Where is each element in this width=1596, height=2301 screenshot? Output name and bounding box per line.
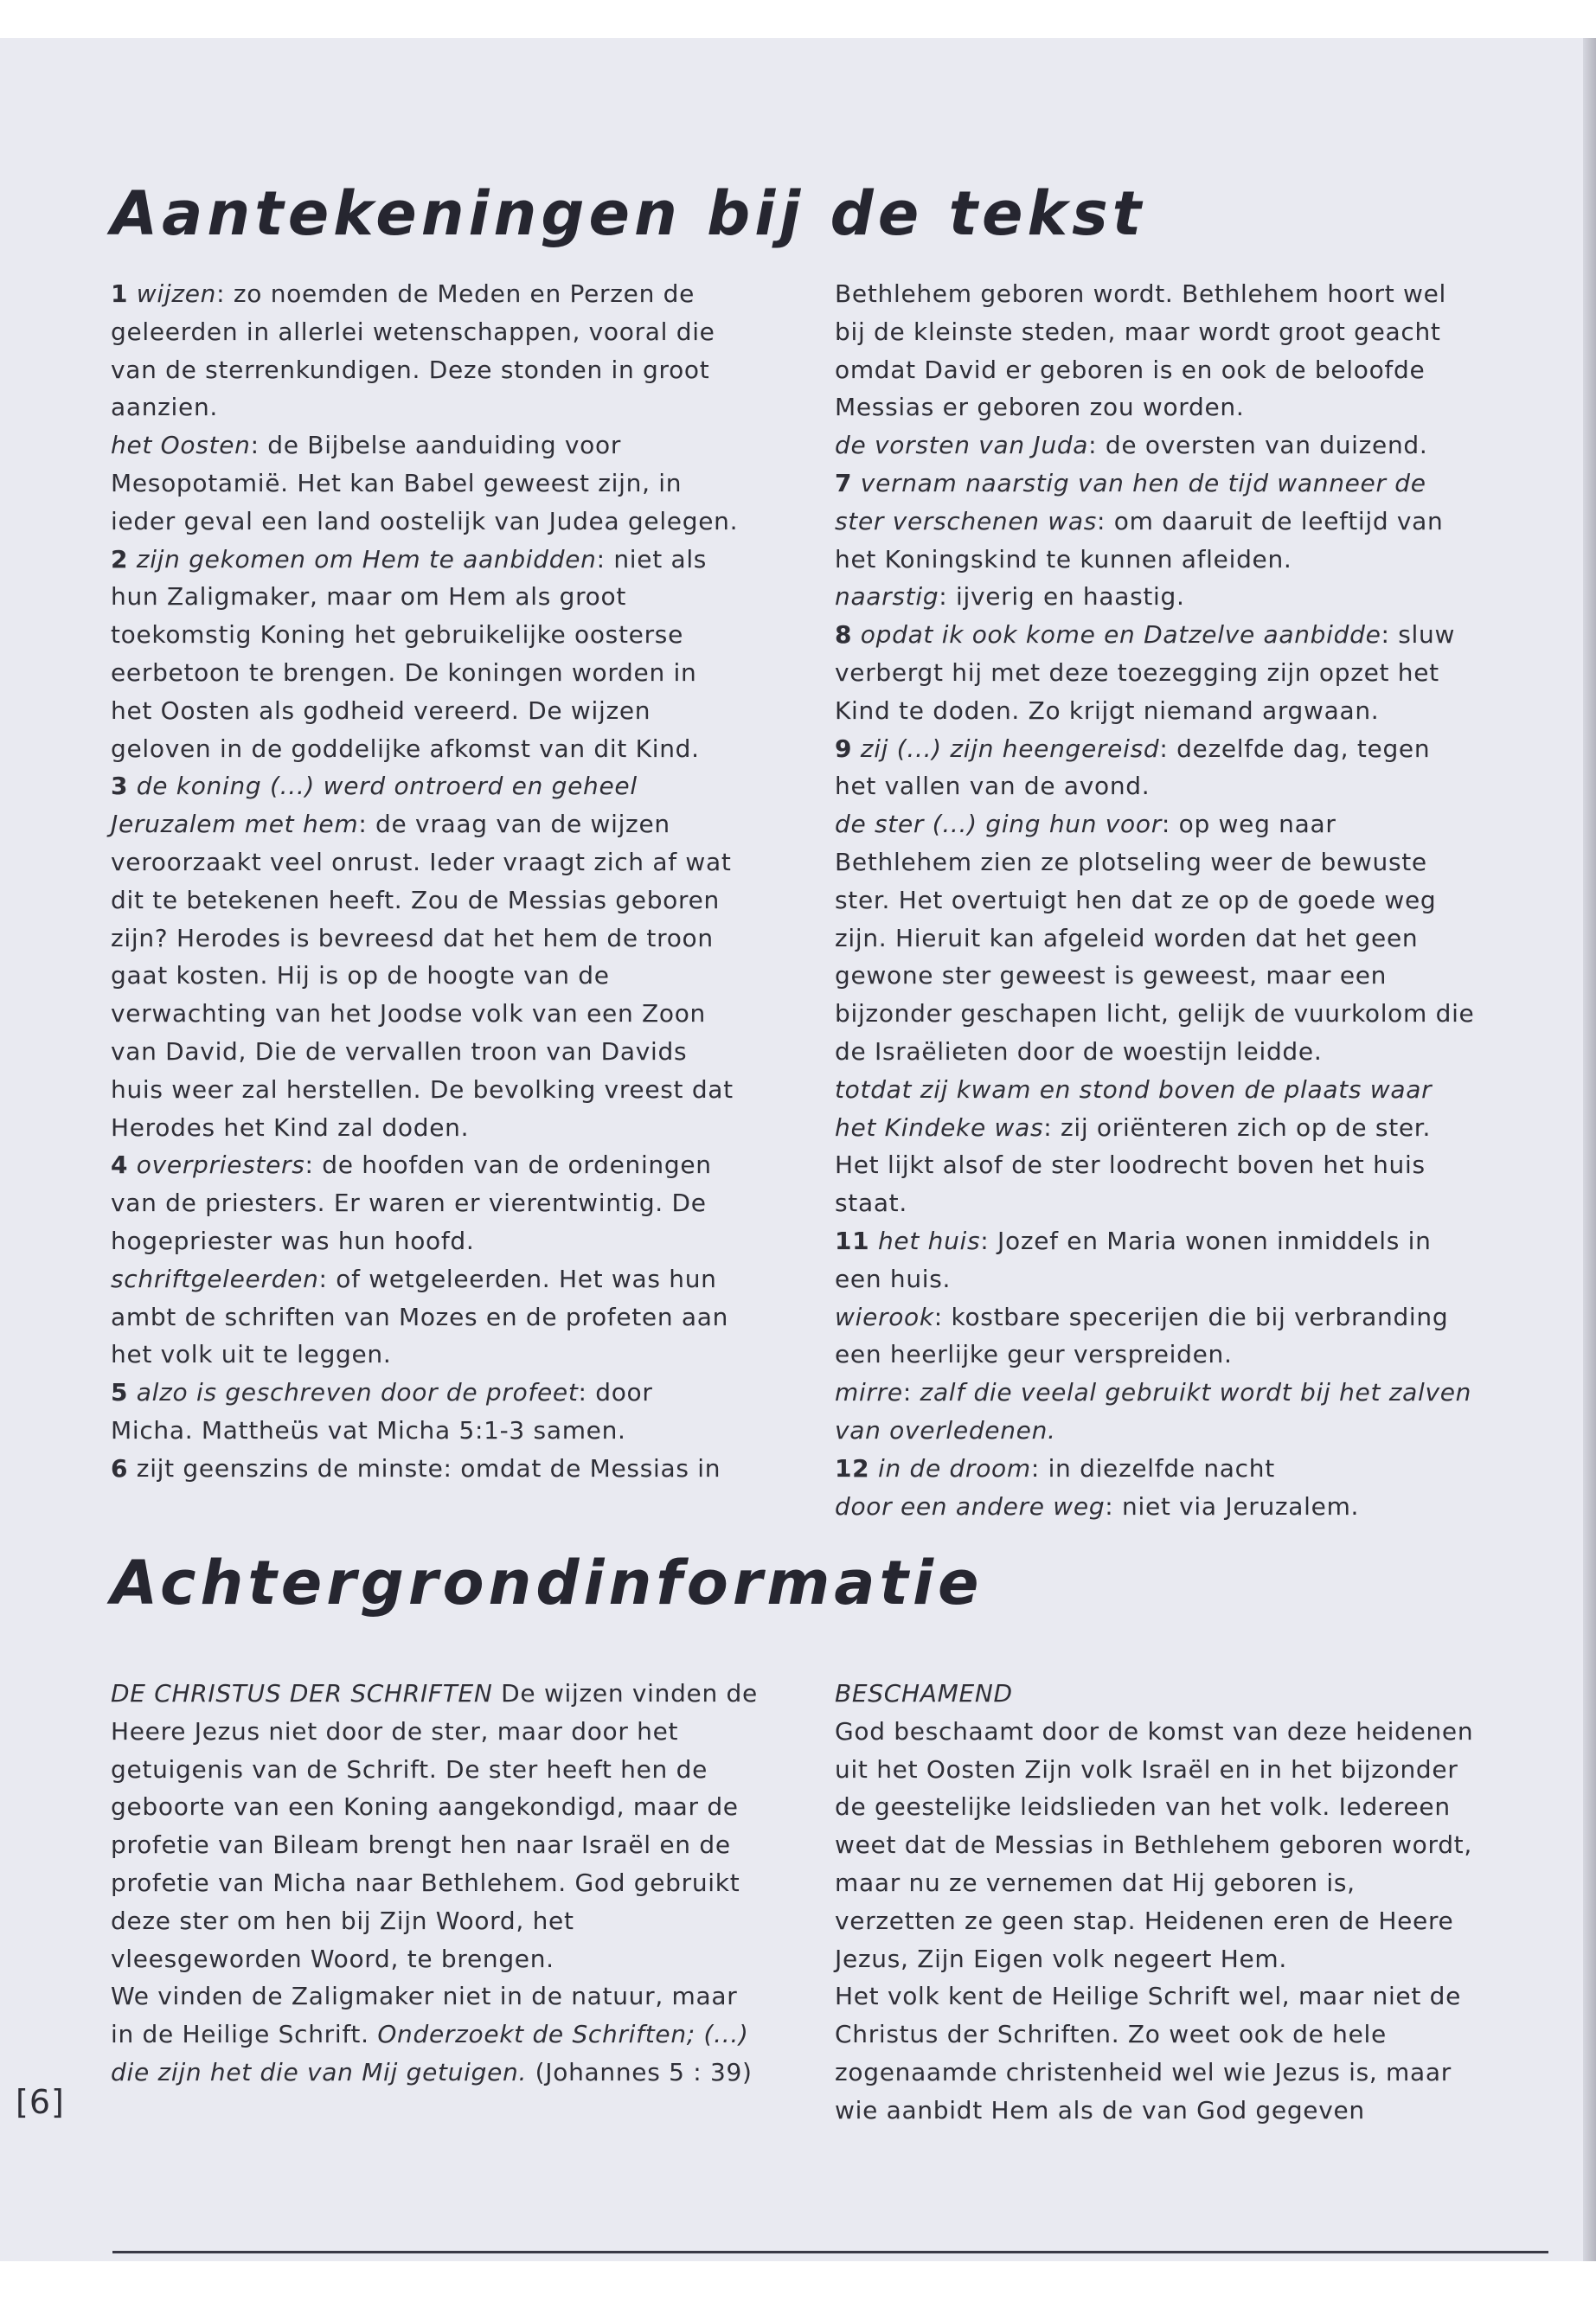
note-number: 8: [835, 620, 853, 650]
note-term: wierook: [835, 1302, 934, 1331]
note-entry: 11 het huis: Jozef en Maria wonen inmiddels in een huis.: [835, 1226, 1432, 1293]
note-text: door Micha. Mattheüs vat Micha 5:1-3 samen.: [111, 1378, 653, 1445]
note-entry: 7 vernam naarstig van hen de tijd wanneer de ster verschenen was: om daaruit de leeftijd van het Koningskind te kunnen afleiden.: [835, 468, 1444, 574]
page-number: [6]: [16, 2083, 65, 2121]
bottom-rule: [112, 2251, 1548, 2253]
note-entry: 8 opdat ik ook kome en Datzelve aanbidde: sluw verbergt hij met deze toezegging zijn opzet het Kind te doden. Zo krijgt niemand argwaan.: [835, 620, 1456, 725]
note-entry: 5 alzo is geschreven door de profeet: door Micha. Mattheüs vat Micha 5:1-3 samen.: [111, 1378, 653, 1445]
note-text: ijverig en haastig.: [956, 582, 1185, 612]
note-number: 9: [835, 734, 853, 763]
background-heading: Achtergrondinformatie: [111, 1548, 984, 1618]
note-text: zijt geenszins de minste: omdat de Messias in: [136, 1453, 721, 1483]
note-number: 12: [835, 1453, 870, 1483]
note-text: Bethlehem geboren wordt. Bethlehem hoort wel bij de kleinste steden, maar wordt groot geacht omdat David er geboren is en ook de beloofde Messias er geboren zou worden.: [835, 279, 1447, 422]
note-text: de Bijbelse aanduiding voor Mesopotamië. Het kan Babel geweest zijn, in ieder geval een land oostelijk van Judea gelegen.: [111, 431, 739, 535]
note-number: 2: [111, 544, 129, 574]
note-term: de vorsten van Juda: [835, 431, 1089, 460]
note-term: de ster (...) ging hun voor: [835, 810, 1162, 839]
scripture-reference: (Johannes 5 : 39): [535, 2057, 753, 2086]
scripture-quote: Onderzoekt de Schriften; (...) die zijn het die van Mij getuigen.: [111, 2020, 749, 2086]
notes-left-column: [111, 275, 742, 1488]
note-term: schriftgeleerden: [111, 1264, 319, 1293]
note-text: kostbare specerijen die bij verbranding een heerlijke geur verspreiden.: [835, 1302, 1449, 1369]
note-text: de vraag van de wijzen veroorzaakt veel onrust. Ieder vraagt zich af wat dit te betekenen heeft. Zou de Messias geboren zijn? Herodes is bevreesd dat het hem de troon gaat kosten. Hij is op de hoogte van de verwachting van het Joodse volk van een Zoon van David, Die de vervallen troon van Davids huis weer zal herstellen. De bevolking vreest dat Herodes het Kind zal doden.: [111, 810, 734, 1142]
note-text: in diezelfde nacht: [1048, 1453, 1275, 1483]
note-number: 5: [111, 1378, 129, 1407]
note-entry: 2 zijn gekomen om Hem te aanbidden: niet als hun Zaligmaker, maar om Hem als groot toekomstig Koning het gebruikelijke oosterse eerbetoon te brengen. De koningen worden in het Oosten als godheid vereerd. De wijzen geloven in de goddelijke afkomst van dit Kind.: [111, 544, 708, 763]
background-paragraph: God beschaamt door de komst van deze heidenen uit het Oosten Zijn volk Israël en in het bijzonder de geestelijke leidslieden van het volk. Iedereen weet dat de Messias in Bethlehem geboren wordt, maar nu ze vernemen dat Hij geboren is, verzetten ze geen stap. Heidenen eren de Heere Jezus, Zijn Eigen volk negeert Hem.: [835, 1716, 1474, 1973]
note-entry: het Oosten: de Bijbelse aanduiding voor Mesopotamië. Het kan Babel geweest zijn, in ieder geval een land oostelijk van Judea gelegen.: [111, 431, 739, 535]
background-paragraph: [111, 1977, 760, 2091]
background-paragraph: Het volk kent de Heilige Schrift wel, maar niet de Christus der Schriften. Zo weet ook de hele zogenaamde christenheid wel wie Jezus is, maar wie aanbidt Hem als de van God gegeven: [835, 1982, 1462, 2125]
note-term: naarstig: [835, 582, 939, 612]
note-text: niet via Jeruzalem.: [1122, 1491, 1360, 1521]
note-entry: de ster (...) ging hun voor: op weg naar Bethlehem zien ze plotseling weer de bewuste ster. Het overtuigt hen dat ze op de goede weg zijn. Hieruit kan afgeleid worden dat het geen gewone ster geweest is geweest, maar een bijzonder geschapen licht, gelijk de vuurkolom die de Israëlieten door de woestijn leidde.: [835, 810, 1475, 1066]
note-term: wijzen: [136, 279, 217, 308]
subsection-heading: BESCHAMEND: [835, 1679, 1013, 1708]
note-entry: schriftgeleerden: of wetgeleerden. Het was hun ambt de schriften van Mozes en de profeten aan het volk uit te leggen.: [111, 1264, 729, 1369]
notes-heading: Aantekeningen bij de tekst: [111, 178, 1146, 249]
note-entry: door een andere weg: niet via Jeruzalem.: [835, 1491, 1360, 1521]
note-entry: 3 de koning (...) werd ontroerd en geheel Jeruzalem met hem: de vraag van de wijzen veroorzaakt veel onrust. Ieder vraagt zich af wat dit te betekenen heeft. Zou de Messias geboren zijn? Herodes is bevreesd dat het hem de troon gaat kosten. Hij is op de hoogte van de verwachting van het Joodse volk van een Zoon van David, Die de vervallen troon van Davids huis weer zal herstellen. De bevolking vreest dat Herodes het Kind zal doden.: [111, 772, 734, 1142]
note-text: Jozef en Maria wonen inmiddels in een huis.: [835, 1226, 1432, 1293]
note-entry: 1 wijzen: zo noemden de Meden en Perzen de geleerden in allerlei wetenschappen, vooral die van de sterrenkundigen. Deze stonden in groot aanzien.: [111, 279, 715, 422]
note-term: de koning (...) werd ontroerd en geheel Jeruzalem met hem: [111, 772, 638, 839]
note-term: vernam naarstig van hen de tijd wanneer de ster verschenen was: [835, 468, 1426, 535]
note-text: de oversten van duizend.: [1105, 431, 1428, 460]
note-number: 3: [111, 772, 129, 801]
note-text: zalf die veelal gebruikt wordt bij het zalven van overledenen.: [835, 1378, 1472, 1445]
note-term: opdat ik ook kome en Datzelve aanbidde: [860, 620, 1381, 650]
note-text: dezelfde dag, tegen het vallen van de avond.: [835, 734, 1431, 801]
page-edge-shadow: [1583, 38, 1596, 2261]
note-entry: totdat zij kwam en stond boven de plaats waar het Kindeke was: zij oriënteren zich op de ster. Het lijkt alsof de ster loodrecht boven het huis staat.: [835, 1074, 1433, 1218]
note-text: zo noemden de Meden en Perzen de geleerden in allerlei wetenschappen, vooral die van de sterrenkundigen. Deze stonden in groot aanzien.: [111, 279, 715, 422]
note-number: 1: [111, 279, 129, 308]
note-text: op weg naar Bethlehem zien ze plotseling weer de bewuste ster. Het overtuigt hen dat ze op de goede weg zijn. Hieruit kan afgeleid worden dat het geen gewone ster geweest is geweest, maar een bijzonder geschapen licht, gelijk de vuurkolom die de Israëlieten door de woestijn leidde.: [835, 810, 1475, 1066]
note-entry: naarstig: ijverig en haastig.: [835, 582, 1185, 612]
note-text: of wetgeleerden. Het was hun ambt de schriften van Mozes en de profeten aan het volk uit te leggen.: [111, 1264, 729, 1369]
background-left-column: [111, 1675, 760, 2092]
note-text: de hoofden van de ordeningen van de priesters. Er waren er vierentwintig. De hogepriester was hun hoofd.: [111, 1150, 712, 1255]
note-entry: [111, 1450, 742, 1488]
note-term: zij (...) zijn heengereisd: [860, 734, 1160, 763]
note-entry: mirre: zalf die veelal gebruikt wordt bij het zalven van overledenen.: [835, 1378, 1472, 1445]
paragraph-text: We vinden de Zaligmaker niet in de natuur, maar in de Heilige Schrift.: [111, 1982, 738, 2049]
note-entry: 12 in de droom: in diezelfde nacht: [835, 1453, 1275, 1483]
note-term: overpriesters: [136, 1150, 305, 1180]
note-number: 4: [111, 1150, 129, 1180]
note-entry: de vorsten van Juda: de oversten van duizend.: [835, 431, 1428, 460]
note-term: door een andere weg: [835, 1491, 1106, 1521]
subsection-heading: DE CHRISTUS DER SCHRIFTEN: [111, 1679, 493, 1708]
note-term: alzo is geschreven door de profeet: [136, 1378, 579, 1407]
background-right-column: [835, 1675, 1475, 2130]
note-entry: 4 overpriesters: de hoofden van de ordeningen van de priesters. Er waren er vierentwintig. De hogepriester was hun hoofd.: [111, 1150, 712, 1255]
note-term: mirre: [835, 1378, 903, 1407]
note-term: het Oosten: [111, 431, 251, 460]
background-paragraph: [111, 1675, 760, 1977]
note-text: om daaruit de leeftijd van het Koningskind te kunnen afleiden.: [835, 506, 1444, 574]
note-number: 7: [835, 468, 853, 497]
note-term: in de droom: [877, 1453, 1031, 1483]
note-number: 6: [111, 1453, 129, 1483]
note-entry: [835, 275, 1479, 426]
note-term: zijn gekomen om Hem te aanbidden: [136, 544, 597, 574]
note-entry: 9 zij (...) zijn heengereisd: dezelfde dag, tegen het vallen van de avond.: [835, 734, 1431, 801]
note-term: het huis: [877, 1226, 981, 1255]
note-entry: wierook: kostbare specerijen die bij verbranding een heerlijke geur verspreiden.: [835, 1302, 1449, 1369]
note-text: sluw verbergt hij met deze toezegging zijn opzet het Kind te doden. Zo krijgt niemand argwaan.: [835, 620, 1456, 725]
paragraph-text: De wijzen vinden de Heere Jezus niet door de ster, maar door het getuigenis van de Schrift. De ster heeft hen de geboorte van een Koning aangekondigd, maar de profetie van Bileam brengt hen naar Israël en de profetie van Micha naar Bethlehem. God gebruikt deze ster om hen bij Zijn Woord, het vleesgeworden Woord, te brengen.: [111, 1679, 758, 1973]
note-text: niet als hun Zaligmaker, maar om Hem als groot toekomstig Koning het gebruikelijke oosterse eerbetoon te brengen. De koningen worden in het Oosten als godheid vereerd. De wijzen geloven in de goddelijke afkomst van dit Kind.: [111, 544, 708, 763]
notes-right-column: [835, 275, 1479, 1525]
note-number: 11: [835, 1226, 870, 1255]
note-text: zij oriënteren zich op de ster. Het lijkt alsof de ster loodrecht boven het huis staat.: [835, 1112, 1432, 1218]
note-term: totdat zij kwam en stond boven de plaats waar het Kindeke was: [835, 1074, 1433, 1142]
